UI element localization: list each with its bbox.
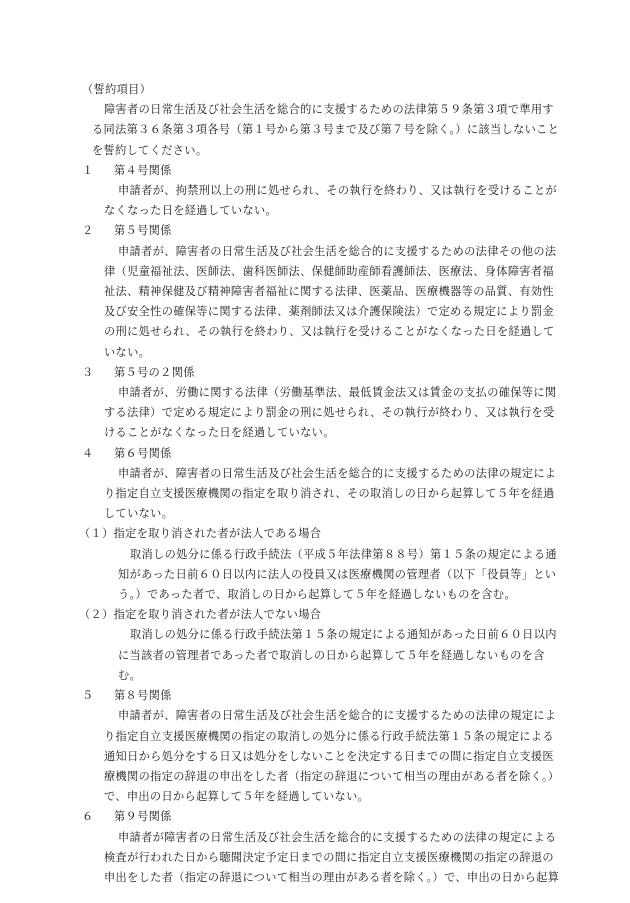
section-text-line: 及び安全性の確保等に関する法律、薬剤師法又は介護保険法）で定める規定により罰金	[104, 305, 554, 319]
subsection-text-line: う。）であった者で、取消しの日から起算して５年を経過しないものを含む。	[118, 588, 516, 602]
section-title: 第８号関係	[114, 689, 172, 703]
subsection-text-line: 取消しの処分に係る行政手続法（平成５年法律第８８号）第１５条の規定による通	[130, 547, 557, 561]
section-text-line: 申請者が、障害者の日常生活及び社会生活を総合的に支援するための法律の規定によ	[118, 709, 557, 723]
section-text-line: なくなった日を経過していない。	[104, 204, 278, 218]
section-text-line: いない。	[104, 345, 151, 359]
section-heading	[82, 807, 590, 827]
subsection-heading: （２）指定を取り消された者が法人でない場合	[79, 608, 322, 622]
section-title: 第５号の２関係	[114, 365, 195, 379]
section-number: ６	[82, 810, 94, 824]
section-text-line: 申出をした者（指定の辞退について相当の理由がある者を除く。）で、申出の日から起算	[104, 870, 560, 884]
section-heading	[82, 686, 590, 706]
section-number: ３	[82, 365, 94, 379]
section-number: １	[82, 163, 94, 177]
section-title: 第６号関係	[114, 446, 172, 460]
section-heading	[82, 363, 590, 383]
section-text-line: 申請者が、障害者の日常生活及び社会生活を総合的に支援するための法律その他の法	[118, 244, 557, 258]
intro-line: 障害者の日常生活及び社会生活を総合的に支援するための法律第５９条第３項で準用す	[104, 103, 554, 117]
section-text-line: の刑に処せられ、その執行を終わり、又は執行を受けることがなくなった日を経過して	[104, 325, 555, 339]
section-text-line: 療機関の指定の辞退の申出をした者（指定の辞退について相当の理由がある者を除く。）	[104, 769, 560, 783]
section-title: 第４号関係	[114, 163, 172, 177]
section-title: 第９号関係	[114, 810, 172, 824]
subsection-heading: （１）指定を取り消された者が法人である場合	[79, 527, 322, 541]
section-text-line: 祉法、精神保健及び精神障害者福祉に関する法律、医薬品、医療機器等の品質、有効性	[104, 285, 554, 299]
section-number: ５	[82, 689, 94, 703]
section-text-line: けることがなくなった日を経過していない。	[104, 426, 335, 440]
section-text-line: していない。	[104, 507, 174, 521]
section-heading	[82, 161, 590, 181]
section-number: ２	[82, 224, 94, 238]
section-text-line: 申請者が、障害者の日常生活及び社会生活を総合的に支援するための法律の規定によ	[118, 466, 557, 480]
subsection-text-line: に当該者の管理者であった者で取消しの日から起算して５年を経過しないものを含	[118, 648, 545, 662]
subsection-text-line: む。	[118, 668, 142, 682]
section-text-line: する法律）で定める規定により罰金の刑に処せられ、その執行が終わり、又は執行を受	[104, 406, 555, 420]
section-text-line: 申請者が、拘禁刑以上の刑に処せられ、その執行を終わり、又は執行を受けることが	[118, 184, 558, 198]
section-text-line: 申請者が、労働に関する法律（労働基準法、最低賃金法又は賃金の支払の確保等に関	[118, 386, 557, 400]
subsection-text-line: 知があった日前６０日以内に法人の役員又は医療機関の管理者（以下「役員等」とい	[118, 567, 557, 581]
section-heading	[82, 221, 590, 241]
document-title: （誓約項目）	[82, 83, 152, 96]
section-text-line: 検査が行われた日から聴聞決定予定日までの間に指定自立支援医療機関の指定の辞退の	[104, 850, 554, 864]
intro-line: る同法第３６条第３項各号（第１号から第３号まで及び第７号を除く。）に該当しないこと	[92, 123, 560, 137]
section-text-line: 律（児童福祉法、医師法、歯科医師法、保健師助産師看護師法、医療法、身体障害者福	[104, 264, 554, 278]
section-number: ４	[82, 446, 94, 460]
section-title: 第５号関係	[114, 224, 172, 238]
section-text-line: り指定自立支援医療機関の指定を取り消され、その取消しの日から起算して５年を経過	[104, 487, 555, 501]
intro-line: を誓約してください。	[92, 143, 208, 157]
section-text-line: 通知日から処分をする日又は処分をしないことを決定する日までの間に指定自立支援医	[104, 749, 554, 763]
section-heading	[82, 444, 590, 464]
section-text-line: で、申出の日から起算して５年を経過していない。	[104, 790, 370, 804]
subsection-text-line: 取消しの処分に係る行政手続法第１５条の規定による通知があった日前６０日以内	[130, 628, 557, 642]
section-text-line: り指定自立支援医療機関の指定の取消しの処分に係る行政手続法第１５条の規定による	[104, 729, 554, 743]
section-text-line: 申請者が障害者の日常生活及び社会生活を総合的に支援するための法律の規定による	[118, 830, 557, 844]
